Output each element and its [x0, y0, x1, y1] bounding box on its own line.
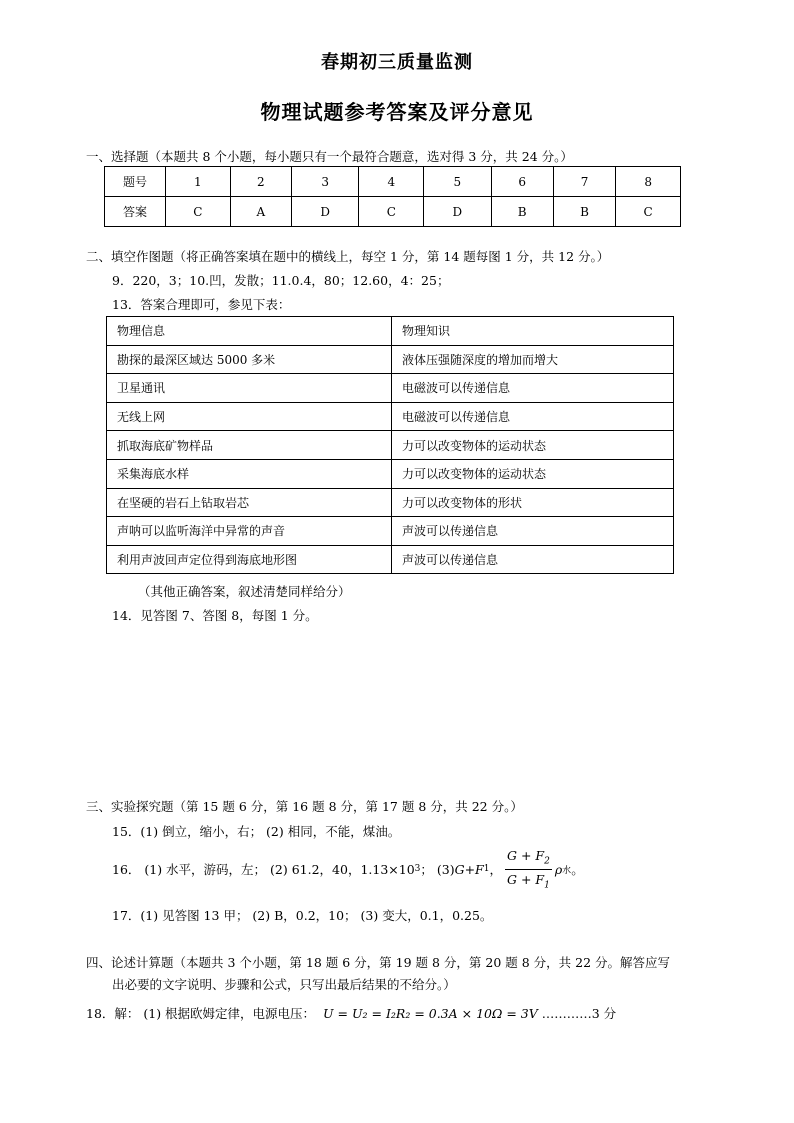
table-cell: 采集海底水样 [107, 459, 392, 488]
answer-value: A [230, 197, 291, 227]
answer-number: 8 [616, 167, 681, 197]
density-fraction [505, 848, 552, 890]
table-note: （其他正确答案，叙述清楚同样给分） [138, 584, 351, 599]
table-cell: 电磁波可以传递信息 [392, 402, 674, 431]
table-cell: 卫星通讯 [107, 374, 392, 403]
table-row [107, 345, 674, 374]
section-4-heading-cont: 出必要的文字说明、步骤和公式，只写出最后结果的不给分。） [112, 977, 456, 992]
subscript: 1 [483, 864, 490, 874]
answer-number: 1 [166, 167, 231, 197]
exponent: 3 [414, 864, 421, 874]
answer-value: B [553, 197, 615, 227]
table-row [107, 545, 674, 574]
table-cell: 勘探的最深区域达 5000 多米 [107, 345, 392, 374]
table-cell: 声波可以传递信息 [392, 517, 674, 546]
answer-line-14: 14．见答图 7、答图 8，每图 1 分。 [112, 608, 318, 623]
section-4-heading: 四、论述计算题（本题共 3 个小题，第 18 题 6 分，第 19 题 8 分，第 20 题 8 分，共 22 分。解答应写 [86, 955, 671, 970]
table-row [105, 167, 681, 197]
answer-number: 4 [359, 167, 424, 197]
row-label-answer: 答案 [105, 197, 166, 227]
answer-line-9: 9．220，3；10.凹，发散；11.0.4，80；12.60，4：25； [112, 273, 450, 288]
answer-number: 2 [230, 167, 291, 197]
info-table [106, 316, 674, 574]
table-row [107, 317, 674, 346]
formula-text: G+F [454, 861, 484, 877]
table-row [107, 402, 674, 431]
table-row [107, 517, 674, 546]
subscript: 1 [544, 880, 550, 890]
table-cell: 无线上网 [107, 402, 392, 431]
frac-denominator: G + F [506, 871, 545, 887]
answer-value: D [292, 197, 359, 227]
line16-end: 。 [571, 862, 584, 877]
table-cell: 抓取海底矿物样品 [107, 431, 392, 460]
table-cell: 液体压强随深度的增加而增大 [392, 345, 674, 374]
answer-value: D [424, 197, 491, 227]
formula: U = U₂ = I₂R₂ = 0.3A × 10Ω = 3V [323, 1006, 538, 1021]
answer-table [104, 166, 681, 227]
table-cell: 力可以改变物体的运动状态 [392, 431, 674, 460]
answer-number: 6 [491, 167, 553, 197]
answer-value: C [166, 197, 231, 227]
section-1-heading: 一、选择题（本题共 8 个小题，每小题只有一个最符合题意，选对得 3 分，共 24 分。） [86, 149, 573, 164]
table-header: 物理信息 [107, 317, 392, 346]
table-cell: 在坚硬的岩石上钻取岩芯 [107, 488, 392, 517]
subscript: 2 [544, 856, 550, 867]
answer-number: 7 [553, 167, 615, 197]
table-row [107, 459, 674, 488]
answer-number: 5 [424, 167, 491, 197]
table-row [107, 374, 674, 403]
line16-text: 16． (1) 水平，游码，左； (2) 61.2，40，1.13×10 [112, 862, 415, 877]
answer-line-15: 15．(1) 倒立，缩小，右； (2) 相同，不能，煤油。 [112, 824, 401, 839]
table-row [107, 431, 674, 460]
answer-line-17: 17．(1) 见答图 13 甲； (2) B，0.2，10； (3) 变大，0.1，0.25。 [112, 908, 493, 923]
answer-number: 3 [292, 167, 359, 197]
answer-line-18 [86, 1004, 616, 1022]
line18-text: 18．解： (1) 根据欧姆定律，电源电压： [86, 1006, 316, 1021]
subscript: 水 [562, 865, 572, 876]
section-2-heading: 二、填空作图题（将正确答案填在题中的横线上，每空 1 分，第 14 题每图 1 分，共 12 分。） [86, 249, 610, 264]
section-3-heading: 三、实验探究题（第 15 题 6 分，第 16 题 8 分，第 17 题 8 分，共 22 分。） [86, 799, 523, 814]
row-label-number: 题号 [105, 167, 166, 197]
frac-numerator: G + F [506, 848, 545, 863]
answer-value: C [616, 197, 681, 227]
page-subtitle: 物理试题参考答案及评分意见 [260, 100, 534, 124]
table-cell: 力可以改变物体的运动状态 [392, 459, 674, 488]
table-cell: 声波可以传递信息 [392, 545, 674, 574]
table-cell: 力可以改变物体的形状 [392, 488, 674, 517]
table-header: 物理知识 [392, 317, 674, 346]
answer-value: C [359, 197, 424, 227]
rho-symbol: ρ [554, 861, 563, 877]
table-row [107, 488, 674, 517]
answer-value: B [491, 197, 553, 227]
answer-line-16 [112, 848, 584, 890]
line16-text: ； (3) [420, 862, 455, 877]
table-cell: 利用声波回声定位得到海底地形图 [107, 545, 392, 574]
table-row [105, 197, 681, 227]
answer-line-13: 13．答案合理即可，参见下表： [112, 297, 291, 312]
table-cell: 电磁波可以传递信息 [392, 374, 674, 403]
line16-text: ， [489, 862, 502, 877]
score: …………3 分 [541, 1006, 617, 1021]
table-cell: 声呐可以监听海洋中异常的声音 [107, 517, 392, 546]
page-title: 春期初三质量监测 [321, 52, 473, 73]
